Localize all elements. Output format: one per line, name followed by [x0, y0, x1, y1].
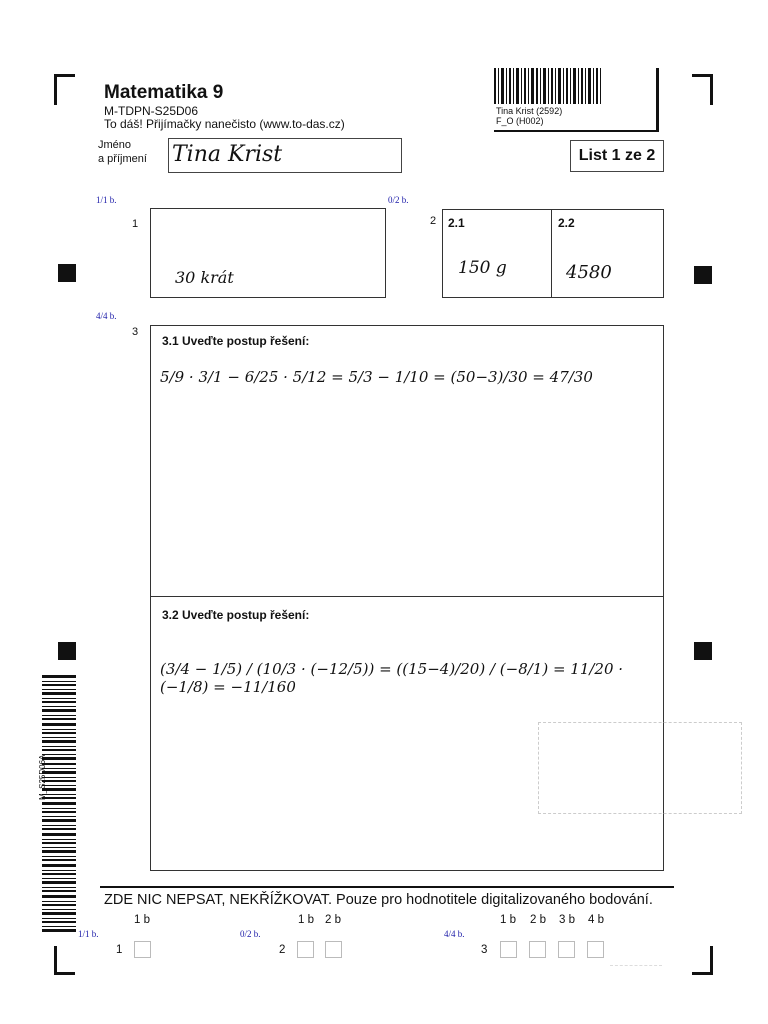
task-2-1-answer: 150 g: [458, 258, 507, 278]
footer-point-label: 4 b: [588, 914, 604, 926]
page-title: Matematika 9: [104, 82, 224, 103]
task-2-1-label: 2.1: [448, 216, 465, 230]
footer-point-label: 1 b: [134, 914, 150, 926]
name-label: Jméno: [98, 139, 132, 151]
student-name: Tina Krist: [172, 142, 283, 167]
task-3-2-label: 3.2 Uveďte postup řešení:: [162, 608, 310, 622]
footer-point-label: 3 b: [559, 914, 575, 926]
footer-task-number-2: 2: [279, 944, 286, 956]
source-line: To dáš! Přijímačky nanečisto (www.to-das.cz): [104, 117, 345, 131]
task-3-1-label: 3.1 Uveďte postup řešení:: [162, 334, 310, 348]
barcode-top: [494, 68, 604, 104]
footer-checkbox[interactable]: [297, 941, 314, 958]
footer-checkbox[interactable]: [529, 941, 546, 958]
task-2-2-answer: 4580: [566, 262, 612, 283]
task-3-divider: [150, 596, 663, 597]
footer-checkbox[interactable]: [325, 941, 342, 958]
footer-checkbox[interactable]: [558, 941, 575, 958]
footer-task-number-1: 1: [116, 944, 123, 956]
footer-task-number-3: 3: [481, 944, 488, 956]
task-2-score: 0/2 b.: [388, 195, 409, 205]
corner-mark-bottom-right: [692, 946, 713, 975]
barcode-frame-line: [656, 68, 659, 132]
corner-mark-top-left: [54, 74, 75, 105]
task-3-1-work: 5/9 · 3/1 − 6/25 · 5/12 = 5/3 − 1/10 = (50−3)/30 = 47/30: [160, 368, 593, 386]
footer-guide-line: [610, 965, 662, 967]
task-1-answer: 30 krát: [175, 268, 234, 287]
task-3-2-work: (3/4 − 1/5) / (10/3 · (−12/5)) = ((15−4)/20) / (−8/1) = 11/20 · (−1/8) = −11/160: [160, 660, 624, 696]
footer-notice-bold: ZDE NIC NEPSAT, NEKŘÍŽKOVAT.: [104, 892, 333, 908]
task-1-score: 1/1 b.: [96, 195, 117, 205]
task-3-number: 3: [132, 326, 139, 338]
footer-score-2: 0/2 b.: [240, 929, 261, 939]
footer-score-1: 1/1 b.: [78, 929, 99, 939]
corner-mark-top-right: [692, 74, 713, 105]
task-2-2-label: 2.2: [558, 216, 575, 230]
footer-point-label: 2 b: [325, 914, 341, 926]
footer-checkbox[interactable]: [587, 941, 604, 958]
registration-square: [694, 642, 712, 660]
footer-checkbox[interactable]: [500, 941, 517, 958]
registration-square: [694, 266, 712, 284]
side-code: M_S25D06A: [38, 754, 47, 800]
sheet-number: List 1 ze 2: [570, 140, 664, 172]
footer-point-label: 1 b: [500, 914, 516, 926]
task-2-answer-box[interactable]: [442, 209, 664, 298]
footer-score-3: 4/4 b.: [444, 929, 465, 939]
barcode-owner: Tina Krist (2592): [496, 106, 563, 116]
registration-square: [58, 264, 76, 282]
footer-notice-rest: Pouze pro hodnotitele digitalizovaného bodování.: [332, 892, 653, 908]
footer-point-label: 1 b: [298, 914, 314, 926]
test-code: M-TDPN-S25D06: [104, 104, 199, 118]
barcode-frame-line: [494, 130, 659, 132]
corner-mark-bottom-left: [54, 946, 75, 975]
footer-notice: [104, 892, 653, 908]
footer-point-label: 2 b: [530, 914, 546, 926]
scan-region-outline: [538, 722, 742, 814]
barcode-side: [42, 675, 76, 935]
footer-divider: [100, 886, 674, 888]
footer-checkbox[interactable]: [134, 941, 151, 958]
registration-square: [58, 642, 76, 660]
task-2-number: 2: [430, 215, 437, 227]
surname-label: a příjmení: [98, 153, 147, 165]
task-3-score: 4/4 b.: [96, 311, 117, 321]
task-1-number: 1: [132, 218, 139, 230]
task-2-divider: [551, 209, 552, 297]
barcode-code: F_O (H002): [496, 116, 544, 126]
